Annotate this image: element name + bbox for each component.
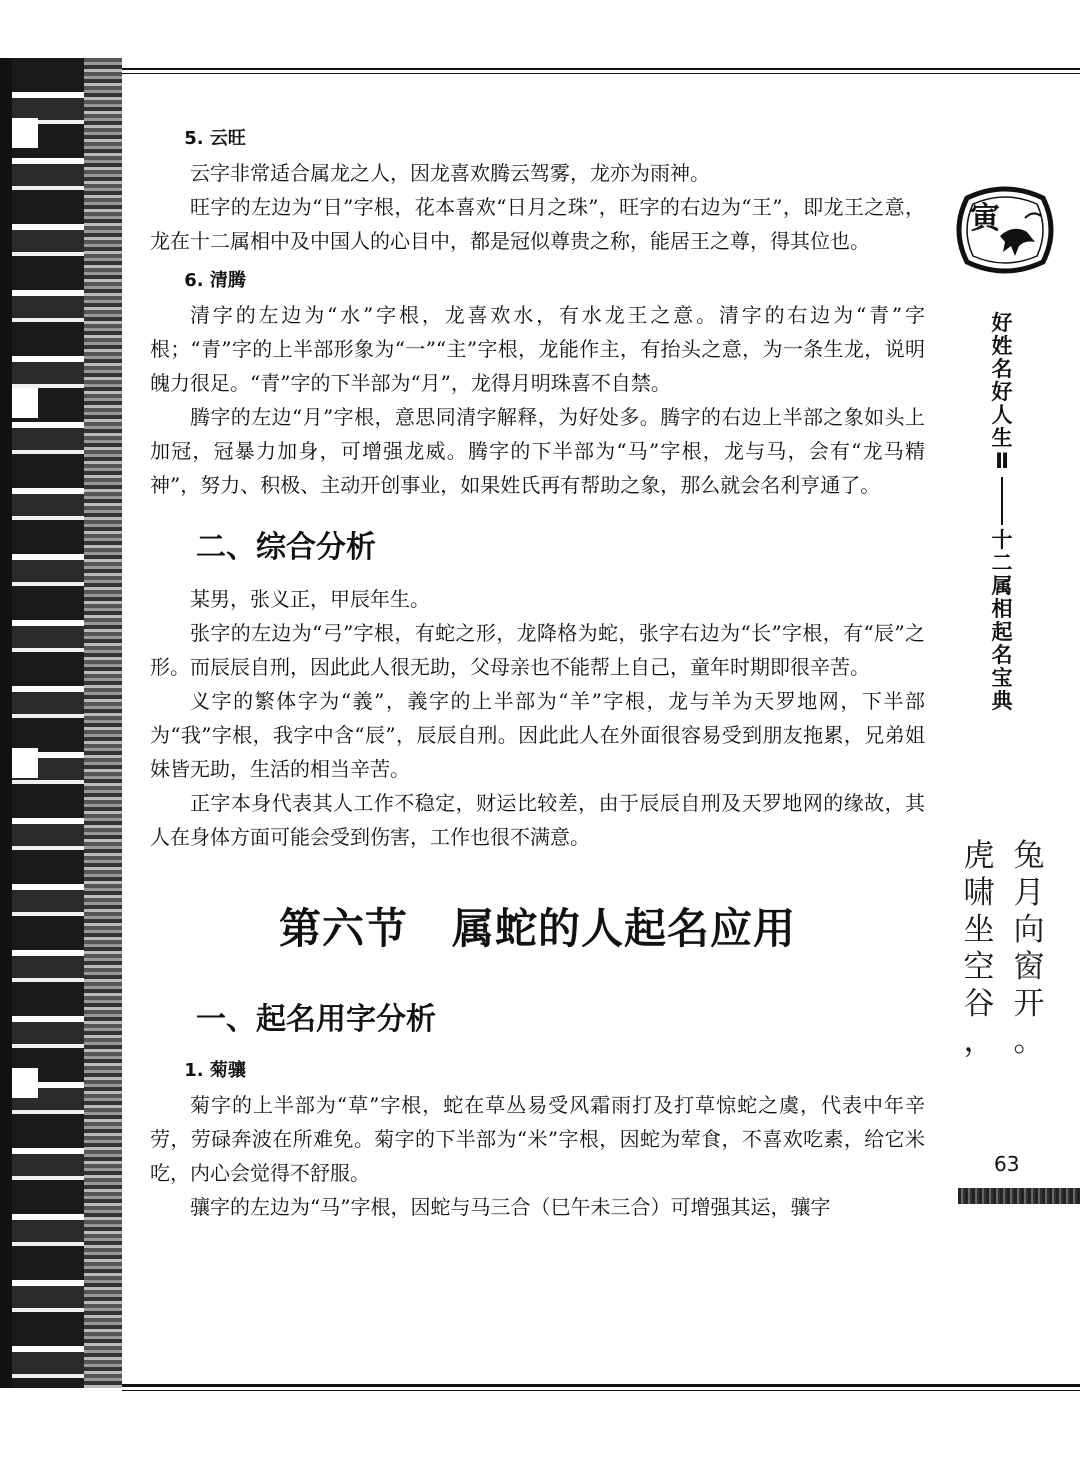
paragraph: 清字的左边为“水”字根，龙喜欢水，有水龙王之意。清字的右边为“青”字根；“青”字的上半部形象为“一”“主”字根，龙能作主，有抬头之意，为一条生龙，说明魄力很足。“青”字的下半部为“月”，龙得月明珠喜不自禁。 [150, 303, 925, 395]
seal-character: 寅 [970, 201, 1000, 236]
book-title-vertical [988, 312, 1016, 713]
section-heading-5: 5. 云旺 [184, 128, 246, 149]
poem-char: ， [963, 1023, 995, 1059]
paragraph: 正字本身代表其人工作不稳定，财运比较差，由于辰辰自刑及天罗地网的缘故，其人在身体方面可能会受到伤害，工作也很不满意。 [150, 791, 925, 849]
title-char: 好 [991, 380, 1013, 404]
title-char: Ⅱ [995, 449, 1009, 473]
paragraph: 骧字的左边为“马”字根，因蛇与马三合（巳午未三合）可增强其运，骧字 [190, 1195, 831, 1219]
paragraph: 云字非常适合属龙之人，因龙喜欢腾云驾雾，龙亦为雨神。 [190, 161, 710, 185]
sub-heading: 一、起名用字分析 [196, 1002, 436, 1037]
title-char: 宝 [991, 666, 1013, 690]
poem-char: 。 [1013, 1023, 1045, 1059]
poem-char: 虎 [963, 838, 995, 874]
page-body [150, 122, 925, 1224]
analysis-heading: 二、综合分析 [196, 530, 376, 565]
top-rule-thin [122, 73, 1080, 74]
tiger-seal-icon [955, 180, 1055, 280]
poem-char: 谷 [963, 986, 995, 1022]
poem-char: 兔 [1013, 838, 1045, 874]
poem-char: 啸 [963, 875, 995, 911]
binding-notch [12, 1068, 38, 1098]
chapter-name: 属蛇的人起名应用 [452, 904, 797, 953]
poem-char: 窗 [1013, 949, 1045, 985]
title-char: 好 [991, 311, 1013, 335]
poem-char: 向 [1013, 912, 1045, 948]
title-char: 名 [991, 357, 1013, 381]
title-char: 名 [991, 643, 1013, 667]
poem-char: 开 [1013, 986, 1045, 1022]
binding-notch [12, 748, 38, 778]
title-char: 生 [991, 426, 1013, 450]
binding-edge [0, 58, 12, 1388]
chapter-title [150, 902, 925, 956]
bottom-rule-thin [122, 1390, 1080, 1391]
chapter-number: 第六节 [278, 904, 408, 953]
title-char: 二 [991, 551, 1013, 575]
page-number: 63 [994, 1152, 1020, 1176]
title-char: 人 [991, 403, 1013, 427]
paragraph: 旺字的左边为“日”字根，花本喜欢“日月之珠”，旺字的右边为“王”，即龙王之意，龙在十二属相中及中国人的心目中，都是冠似尊贵之称，能居王之尊，得其位也。 [150, 195, 925, 253]
title-dash [1001, 477, 1003, 525]
poem-column-right [1012, 838, 1046, 1060]
poem-char: 空 [963, 949, 995, 985]
section-heading-6: 6. 清腾 [184, 270, 246, 291]
paragraph: 张字的左边为“弓”字根，有蛇之形，龙降格为蛇，张字右边为“长”字根，有“辰”之形。而辰辰自刑，因此此人很无助，父母亲也不能帮上自己，童年时期即很辛苦。 [150, 621, 925, 679]
paragraph: 菊字的上半部为“草”字根，蛇在草丛易受风霜雨打及打草惊蛇之虞，代表中年辛劳，劳碌奔波在所难免。菊字的下半部为“米”字根，因蛇为荤食，不喜欢吃素，给它米吃，内心会觉得不舒服。 [150, 1093, 925, 1185]
title-char: 典 [991, 689, 1013, 713]
paragraph: 某男，张义正，甲辰年生。 [190, 587, 430, 611]
item-heading-1: 1. 菊骧 [184, 1060, 246, 1081]
poem-column-left [962, 838, 996, 1060]
poem-char: 月 [1013, 875, 1045, 911]
paragraph: 腾字的左边“月”字根，意思同清字解释，为好处多。腾字的右边上半部之象如头上加冠，冠暴力加身，可增强龙威。腾字的下半部为“马”字根，龙与马，会有“龙马精神”，努力、积极、主动开创事业，如果姓氏再有帮助之象，那么就会名利亨通了。 [150, 405, 925, 497]
binding-notch [12, 118, 38, 148]
bottom-rule [122, 1384, 1080, 1387]
book-binding-scan [0, 58, 122, 1388]
title-char: 相 [991, 597, 1013, 621]
page-number-bar [958, 1188, 1080, 1204]
top-rule [122, 68, 1080, 70]
title-char: 十 [991, 528, 1013, 552]
paragraph: 义字的繁体字为“義”，義字的上半部为“羊”字根，龙与羊为天罗地网，下半部为“我”字根，我字中含“辰”，辰辰自刑。因此此人在外面很容易受到朋友拖累，兄弟姐妹皆无助，生活的相当辛苦。 [150, 689, 925, 781]
binding-notch [12, 388, 38, 418]
title-char: 属 [991, 574, 1013, 598]
title-char: 姓 [991, 334, 1013, 358]
poem-char: 坐 [963, 912, 995, 948]
title-char: 起 [991, 620, 1013, 644]
